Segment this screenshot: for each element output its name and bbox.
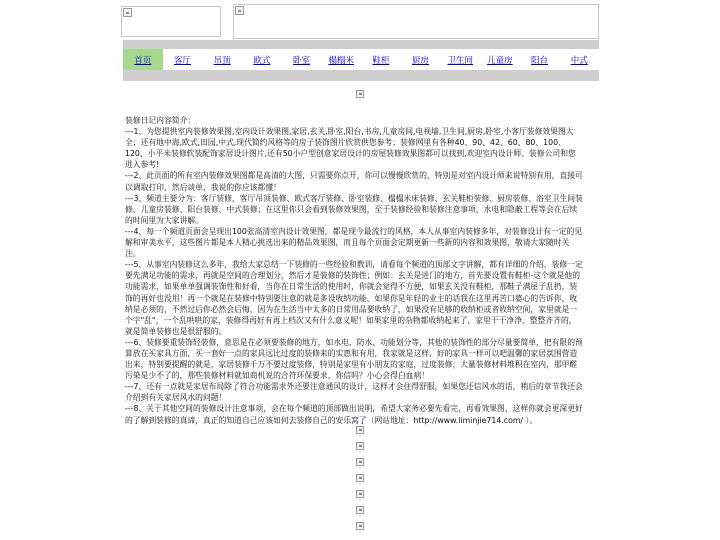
nav-link-european[interactable]: 欧式: [253, 55, 271, 66]
intro-paragraph-6: ---6、装修要重装饰轻装修，意思是在必须要装修的地方，如水电、防水、功能划分等，其他的装饰性的部分尽量要简单，把有限的预算放在买家具方面，买一套好一点的家具远比过度的装修来的实惠和有用，我家就是这样，好的家具一样可以吧温馨的家居氛围营造出来，特别要提醒的就是，家居装修千万不要过度装修，特别是家里有小朋友的家庭，过度装修，大量装修材料堆积在室内，那甲醛污染是少不了的，那些装修材料就如商机说的合符环保要求，你信吗？小心会得白血病！: [125, 337, 583, 381]
gallery-image-icon[interactable]: [356, 474, 364, 482]
gallery-image-icon[interactable]: [356, 426, 364, 434]
intro-paragraph-4: ---4、每一个频道页面会呈现出100张高清室内设计效果图，都是现今最流行的风格，本人从事室内装修多年，对装修设计有一定的见解和审美水平，这些图片都是本人精心挑选出来的精品效果图，而且每个页面会定期更新一些新的内容和效果图，敬请大家随时关注。: [125, 226, 583, 259]
nav-link-ceiling[interactable]: 吊顶: [213, 55, 231, 66]
header-banner-image: [233, 4, 599, 39]
content-image-icon: [356, 90, 364, 98]
nav-link-bathroom[interactable]: 卫生间: [447, 55, 473, 66]
nav-link-kitchen[interactable]: 厨房: [412, 55, 430, 66]
nav-link-shoe-cabinet[interactable]: 鞋柜: [372, 55, 390, 66]
intro-paragraph-7: ---7、还有一点就是家居布局除了符合功能需求外还要注意通风的设计，这样才会住得舒服，如果您还信风水的话，稍后的章节我还会介绍到有关家居风水的问题！: [125, 382, 583, 403]
gallery-image-icon[interactable]: [356, 458, 364, 466]
broken-image-icon: [123, 8, 132, 17]
nav-bottom-bar: [123, 70, 599, 81]
gallery-image-icon[interactable]: [356, 490, 364, 498]
nav-link-balcony[interactable]: 阳台: [531, 55, 549, 66]
intro-text: [125, 115, 583, 426]
gallery-image-icon[interactable]: [356, 522, 364, 530]
nav-link-living-room[interactable]: 客厅: [174, 55, 192, 66]
gallery-image-icon[interactable]: [356, 506, 364, 514]
intro-title: 装修日记内容简介：: [125, 116, 196, 125]
nav-link-kids-room[interactable]: 儿童房: [487, 55, 513, 66]
broken-image-icon: [235, 6, 244, 15]
intro-paragraph-2: ---2、此页面的所有室内装修效果图都是高清的大图，只需要你点开，你可以慢慢欣赏的，特别是对室内设计师来说特别有用，直接可以调取打印，然后谈单，我说的你应该都懂！: [125, 171, 583, 192]
nav-top-bar: [123, 40, 599, 49]
nav-link-bedroom[interactable]: 卧室: [293, 55, 311, 66]
intro-paragraph-1: ---1、为您提供室内装修效果图,室内设计效果图,家居,玄关,卧室,阳台,书房,儿童房间,电视墙,卫生间,厨房,卧室,小客厅装修效果图大全；还有地中海,欧式,田园,中式,现代简约风格等的房子装饰图片欣赏供您参考；装修网里有各种40、90、42、60、80、100、120、小平米装修软装配饰家居设计图片,还有50小户型创意家居设计的房屋装修效果图都可以找到,欢迎室内设计师、装修公司和您进入参考!: [125, 127, 576, 170]
gallery-image-icon[interactable]: [356, 442, 364, 450]
nav-link-chinese[interactable]: 中式: [570, 55, 588, 66]
intro-paragraph-3: ---3、频道主要分为：客厅装修、客厅吊顶装修、欧式客厅装修、卧室装修、榻榻米床装修、玄关鞋柜装修、厨房装修、浴室卫生间装修、儿童房装修、阳台装修、中式装修；在这里你只会看到装修效果图，至于装修经验和装修注意事项，水电和隐蔽工程等会在后续的时间里为大家讲解。: [125, 193, 583, 225]
intro-paragraph-8: ---8、关于其他空间的装修设计注意事项，会在每个频道的顶部做出说明，希望大家务必要先看完，再看效果图，这样你就会更深更好的了解到装修的真谛，真正的知道自己应该如何去装修自己的安乐窝了（网站地址：http://www.liminjie714.com/ ）。: [125, 404, 583, 425]
site-logo-image: [121, 6, 221, 37]
intro-paragraph-5: ---5、从事室内装修这么多年，我给大家总结一下装修的一些经验和教训，请看每个频道的顶部文字讲解，都有详细的介绍，装修一定要先满足功能的需求，再就是空间的合理划分，然后才是装修的装饰性；例如：玄关是进门的地方，首先要设置有鞋柜-这个就是他的功能需求，如果单单强调装饰性和好看，当你在日常生活的使用时，你就会觉得不方便，如果玄关没有鞋柜，那鞋子满屋子乱扔，装饰的再好也没用！再一个就是在装修中特别要注意的就是多设收纳功能，如果你是年轻的业主的话我在这里再苦口婆心的告诉你，收纳是必须的，不然过后你必然会后悔，因为在生活当中太多的日常用品要收纳了，如果没有足够的收纳柜或者收纳空间，家里就是一个字"乱"，一个乱哄哄的家，装修得再好有再上档次又有什么意义呢！如果家里的杂物都收纳起来了，家里干干净净、整整齐齐的，就是简单装修也是很舒服的。: [125, 260, 583, 336]
nav-link-tatami[interactable]: 榻榻米: [328, 55, 354, 66]
main-navigation: [123, 49, 599, 70]
nav-link-home[interactable]: 首页: [123, 49, 163, 70]
